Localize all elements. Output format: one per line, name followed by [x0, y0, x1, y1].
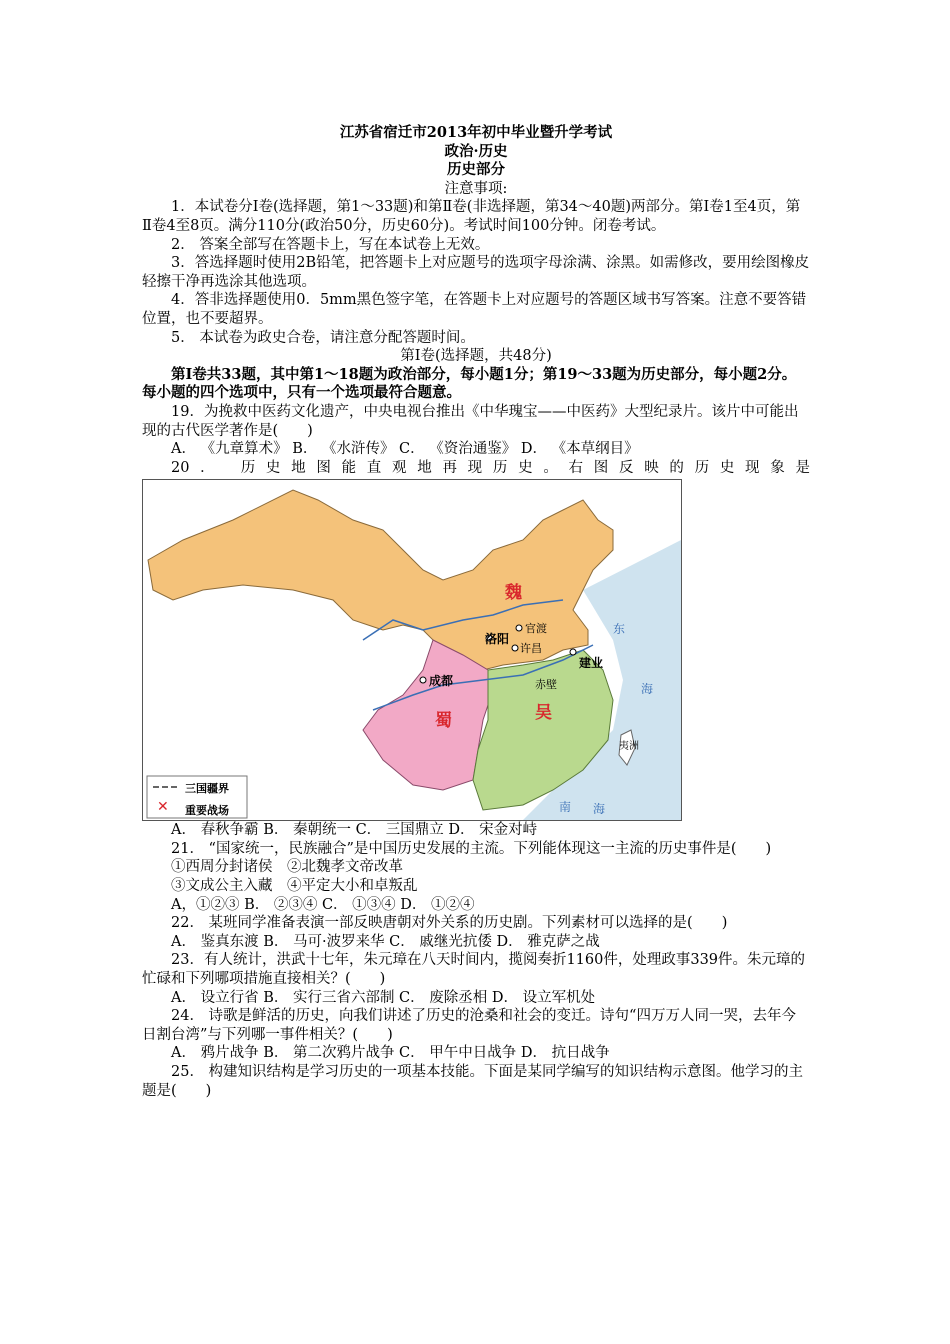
label-shu: 蜀 [435, 711, 452, 732]
three-kingdoms-map [142, 479, 682, 821]
question-24-stem: 24． 诗歌是鲜活的历史，向我们讲述了历史的沧桑和社会的变迁。诗句“四万万人同一哭，去年今日割台湾”与下列哪一事件相关？( ) [142, 1008, 796, 1043]
question-21-options: A，①②③ B． ②③④ C． ①③④ D． ①②④ [171, 896, 475, 913]
wei-territory [148, 490, 613, 670]
label-island: 夷洲 [619, 741, 639, 753]
label-luoyang: 洛阳 [485, 632, 510, 647]
question-24-options: A． 鸦片战争 B． 第二次鸦片战争 C． 甲午中日战争 D． 抗日战争 [171, 1045, 610, 1062]
chengdu-dot [420, 677, 426, 683]
notice-item: 4．答非选择题使用0．5mm黑色签字笔，在答题卡上对应题号的答题区域书写答案。注意不要答错位置，也不要超界。 [142, 292, 807, 327]
question-25-stem: 25． 构建知识结构是学习历史的一项基本技能。下面是某同学编写的知识结构示意图。他学习的主题是( ) [142, 1064, 804, 1099]
question-23-stem: 23．有人统计，洪武十七年，朱元璋在八天时间内，揽阅奏折1160件，处理政事339件。朱元璋的忙碌和下列哪项措施直接相关？( ) [142, 952, 806, 988]
label-chibi: 赤壁 [535, 678, 557, 692]
legend-x-mark: ✕ [157, 799, 169, 816]
question-20-options: A． 春秋争霸 B． 秦朝统一 C． 三国鼎立 D． 宋金对峙 [171, 822, 538, 839]
label-guandu: 官渡 [525, 622, 547, 636]
notice-label: 注意事项: [444, 180, 508, 197]
notice-item: 5． 本试卷为政史合卷，请注意分配答题时间。 [171, 329, 475, 346]
exam-page [142, 124, 810, 1100]
shu-territory [363, 640, 493, 790]
exam-subtitle: 政治·历史 [444, 142, 508, 160]
notice-item: 3．答选择题时使用2B铅笔，把答题卡上对应题号的选项字母涂满、涂黑。如需修改，要用绘图橡皮轻擦干净再选涂其他选项。 [142, 255, 810, 290]
question-19-stem: 19．为挽救中医药文化遗产，中央电视台推出《中华瑰宝——中医药》大型纪录片。该片中可能出现的古代医学著作是( ) [142, 403, 799, 439]
question-21-stem: 21． “国家统一，民族融合”是中国历史发展的主流。下列能体现这一主流的历史事件是( ) [171, 840, 772, 857]
question-21-line2: ③文成公主入藏 ④平定大小和卓叛乱 [171, 878, 418, 895]
label-chengdu: 成都 [429, 674, 454, 689]
section-title: 第Ⅰ卷(选择题，共48分) [400, 348, 552, 365]
exam-section-name: 历史部分 [447, 161, 505, 179]
guandu-dot [516, 625, 522, 631]
label-xuchang: 许昌 [520, 642, 542, 656]
question-23-options: A． 设立行省 B． 实行三省六部制 C． 废除丞相 D． 设立军机处 [171, 989, 596, 1006]
section-intro: 第Ⅰ卷共33题，其中第1～18题为政治部分，每小题1分；第19～33题为历史部分，每小题2分。每小题的四个选项中，只有一个选项最符合题意。 [142, 365, 797, 402]
question-22-options: A． 鉴真东渡 B． 马可·波罗来华 C． 戚继光抗倭 D． 雅克萨之战 [171, 933, 600, 950]
notice-item: 2． 答案全部写在答题卡上，写在本试卷上无效。 [171, 236, 490, 253]
label-sea-nan: 南 [559, 800, 572, 815]
question-19-options: A． 《九章算术》 B． 《水浒传》 C． 《资治通鉴》 D． 《本草纲目》 [171, 441, 639, 458]
legend-battle-label: 重要战场 [185, 804, 229, 818]
exam-title: 江苏省宿迁市2013年初中毕业暨升学考试 [339, 124, 613, 141]
label-sea-dong: 东 [613, 622, 626, 637]
label-sea-hai2: 海 [593, 802, 606, 817]
question-21-line1: ①西周分封诸侯 ②北魏孝文帝改革 [171, 859, 403, 876]
legend-border-label: 三国疆界 [185, 782, 229, 796]
question-20-stem: 20． 历史地图能直观地再现历史。右图反映的历史现象是 [171, 459, 810, 476]
label-wei: 魏 [505, 583, 522, 604]
xuchang-dot [512, 645, 518, 651]
jianye-dot [570, 649, 576, 655]
label-jianye: 建业 [579, 656, 604, 671]
label-sea-hai: 海 [641, 682, 654, 697]
label-wu: 吴 [535, 703, 552, 724]
question-22-stem: 22． 某班同学准备表演一部反映唐朝对外关系的历史剧。下列素材可以选择的是( ) [171, 915, 728, 932]
notice-item: 1．本试卷分Ⅰ卷(选择题，第1～33题)和第Ⅱ卷(非选择题，第34～40题)两部分。第Ⅰ卷1至4页，第Ⅱ卷4至8页。满分110分(政治50分，历史60分)。考试时间100分钟。闭卷考试。 [142, 199, 801, 234]
